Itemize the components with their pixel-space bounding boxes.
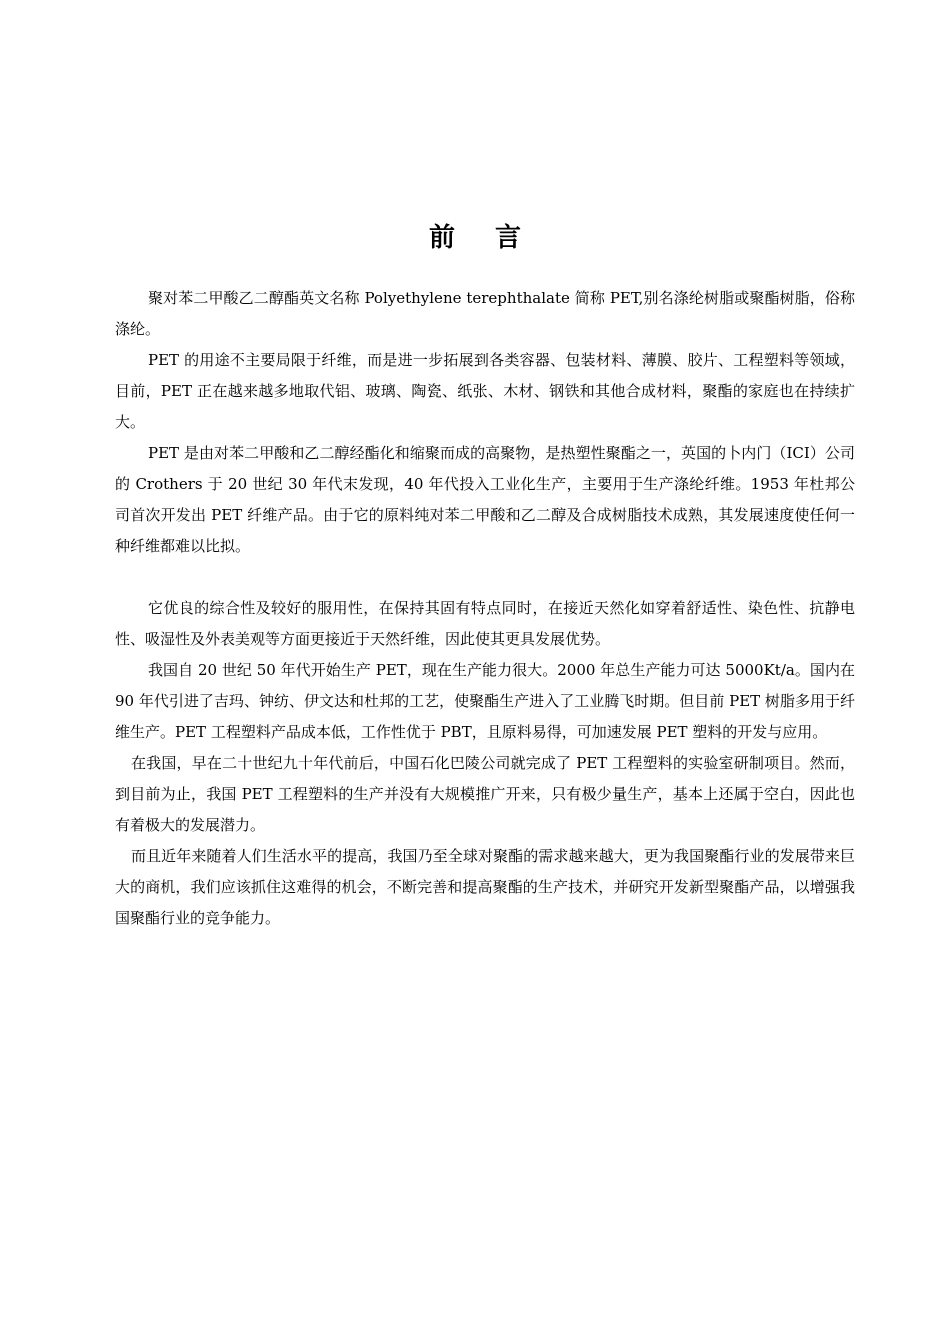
- paragraph-pet-uses: PET 的用途不主要局限于纤维，而是进一步拓展到各类容器、包装材料、薄膜、胶片、工程塑料等领域，目前，PET 正在越来越多地取代铝、玻璃、陶瓷、纸张、木材、钢铁和其他合成材料，聚酯的家庭也在持续扩大。: [115, 351, 855, 431]
- paragraph-pet-properties: 它优良的综合性及较好的服用性，在保持其固有特点同时，在接近天然化如穿着舒适性、染色性、抗静电性、吸湿性及外表美观等方面更接近于天然纤维，因此使其更具发展优势。: [115, 599, 855, 648]
- paragraph-china-engineering-plastics: 在我国，早在二十世纪九十年代前后，中国石化巴陵公司就完成了 PET 工程塑料的实验室研制项目。然而，到目前为止，我国 PET 工程塑料的生产并没有大规模推广开来，只有极少量生产，基本上还属于空白，因此也有着极大的发展潜力。: [115, 754, 855, 834]
- paragraph-pet-name: 聚对苯二甲酸乙二醇酯英文名称 Polyethylene terephthalate 简称 PET,别名涤纶树脂或聚酯树脂，俗称涤纶。: [115, 289, 855, 338]
- paragraph-pet-history: PET 是由对苯二甲酸和乙二醇经酯化和缩聚而成的高聚物，是热塑性聚酯之一，英国的卜内门（ICI）公司的 Crothers 于 20 世纪 30 年代末发现，40 年代投入工业化生产，主要用于生产涤纶纤维。1953 年杜邦公司首次开发出 PET 纤维产品。由于它的原料纯对苯二甲酸和乙二醇及合成树脂技术成熟，其发展速度使任何一种纤维都难以比拟。: [115, 444, 855, 555]
- paragraph-market-outlook: 而且近年来随着人们生活水平的提高，我国乃至全球对聚酯的需求越来越大，更为我国聚酯行业的发展带来巨大的商机，我们应该抓住这难得的机会，不断完善和提高聚酯的生产技术，并研究开发新型聚酯产品，以增强我国聚酯行业的竞争能力。: [115, 847, 855, 927]
- paragraph-china-production: 我国自 20 世纪 50 年代开始生产 PET，现在生产能力很大。2000 年总生产能力可达 5000Kt/a。国内在 90 年代引进了吉玛、钟纺、伊文达和杜邦的工艺，使聚酯生产进入了工业腾飞时期。但目前 PET 树脂多用于纤维生产。PET 工程塑料产品成本低，工作性优于 PBT，且原料易得，可加速发展 PET 塑料的开发与应用。: [115, 661, 855, 741]
- page-title: 前言: [428, 223, 561, 253]
- body-text: [115, 283, 855, 934]
- paragraph-spacer: [115, 562, 855, 593]
